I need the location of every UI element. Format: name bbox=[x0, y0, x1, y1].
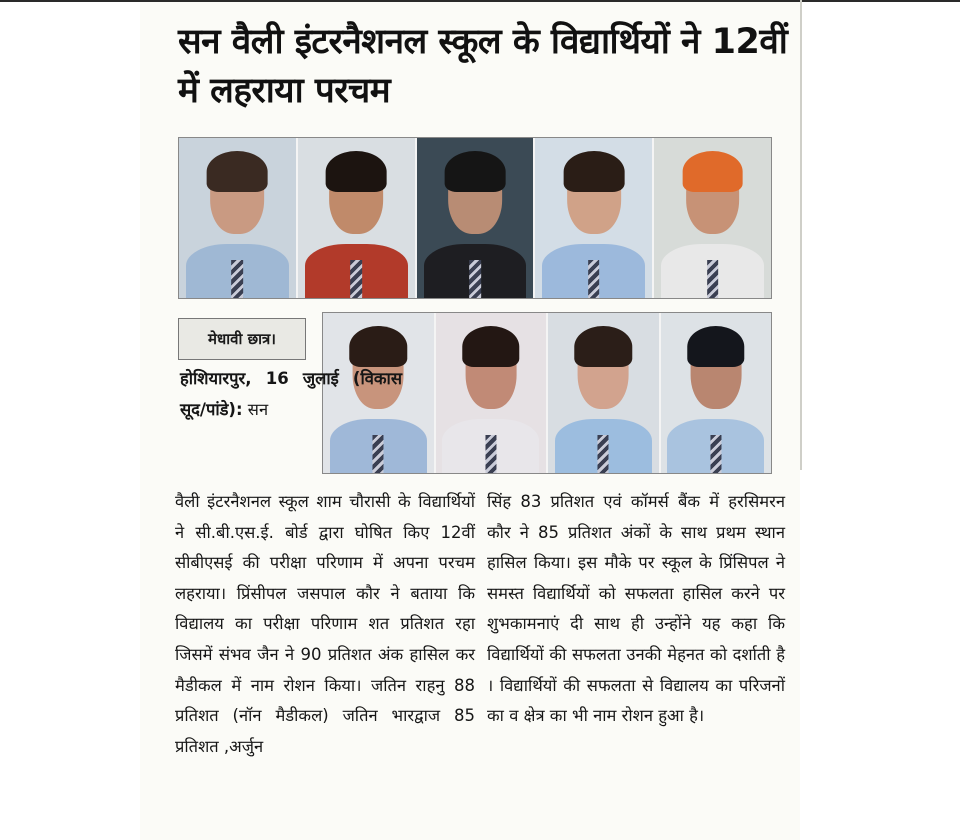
student-hair bbox=[687, 326, 744, 368]
student-tie bbox=[588, 260, 600, 298]
student-tie bbox=[469, 260, 481, 298]
dateline: होशियारपुर, 16 जुलाई (विकास सूद/पांडे): bbox=[180, 369, 402, 419]
student-photo-top-4 bbox=[535, 138, 654, 298]
student-hair bbox=[445, 151, 506, 193]
column-divider bbox=[800, 0, 802, 470]
student-tie bbox=[350, 260, 362, 298]
student-hair bbox=[575, 326, 632, 368]
student-tie bbox=[373, 435, 384, 473]
student-hair bbox=[682, 151, 743, 193]
student-photo-bottom-3 bbox=[548, 313, 661, 473]
article-dateline-paragraph bbox=[180, 364, 402, 425]
article-headline: सन वैली इंटरनैशनल स्कूल के विद्यार्थियों ने 12वीं में लहराया परचम bbox=[178, 22, 788, 111]
student-tie bbox=[707, 260, 719, 298]
student-tie bbox=[710, 435, 721, 473]
student-tie bbox=[232, 260, 244, 298]
student-hair bbox=[326, 151, 387, 193]
student-photos-row-1 bbox=[178, 137, 772, 299]
lead-word: सन bbox=[242, 399, 269, 419]
student-hair bbox=[350, 326, 407, 368]
student-photo-top-2 bbox=[298, 138, 417, 298]
student-hair bbox=[462, 326, 519, 368]
student-hair bbox=[207, 151, 268, 193]
student-photo-bottom-2 bbox=[436, 313, 549, 473]
top-border-line bbox=[0, 0, 960, 2]
photo-caption: मेधावी छात्र। bbox=[178, 318, 306, 360]
student-hair bbox=[563, 151, 624, 193]
student-photo-bottom-4 bbox=[661, 313, 772, 473]
article-column-2: सिंह 83 प्रतिशत एवं कॉमर्स बैंक में हरसिमरन कौर ने 85 प्रतिशत अंकों के साथ प्रथम स्थान हासिल किया। इस मौके पर स्कूल के प्रिंसिपल ने समस्त विद्यार्थियों को सफलता हासिल करने पर शुभकामनाएं दी साथ ही उन्होंने यह कहा कि विद्यार्थियों की सफलता उनकी मेहनत को दर्शाती है । विद्यार्थियों की सफलता से विद्यालय का परिजनों का व क्षेत्र का भी नाम रोशन हुआ है। bbox=[487, 492, 785, 726]
student-tie bbox=[485, 435, 496, 473]
student-photo-top-5 bbox=[654, 138, 771, 298]
article-column-1: वैली इंटरनैशनल स्कूल शाम चौरासी के विद्यार्थियों ने सी.बी.एस.ई. बोर्ड द्वारा घोषित किए 12वीं सीबीएसई की परीक्षा परिणाम में अपना परचम लहराया। प्रिंसीपल जसपाल कौर ने बताया कि विद्यालय का परीक्षा परिणाम शत प्रतिशत रहा जिसमें संभव जैन ने 90 प्रतिशत अंक हासिल कर मैडीकल में नाम रोशन किया। जतिन राहनु 88 प्रतिशत (नॉन मैडीकल) जतिन भारद्वाज 85 प्रतिशत ,अर्जुन bbox=[175, 492, 475, 756]
student-photo-top-1 bbox=[179, 138, 298, 298]
student-photo-top-3 bbox=[417, 138, 536, 298]
student-tie bbox=[598, 435, 609, 473]
